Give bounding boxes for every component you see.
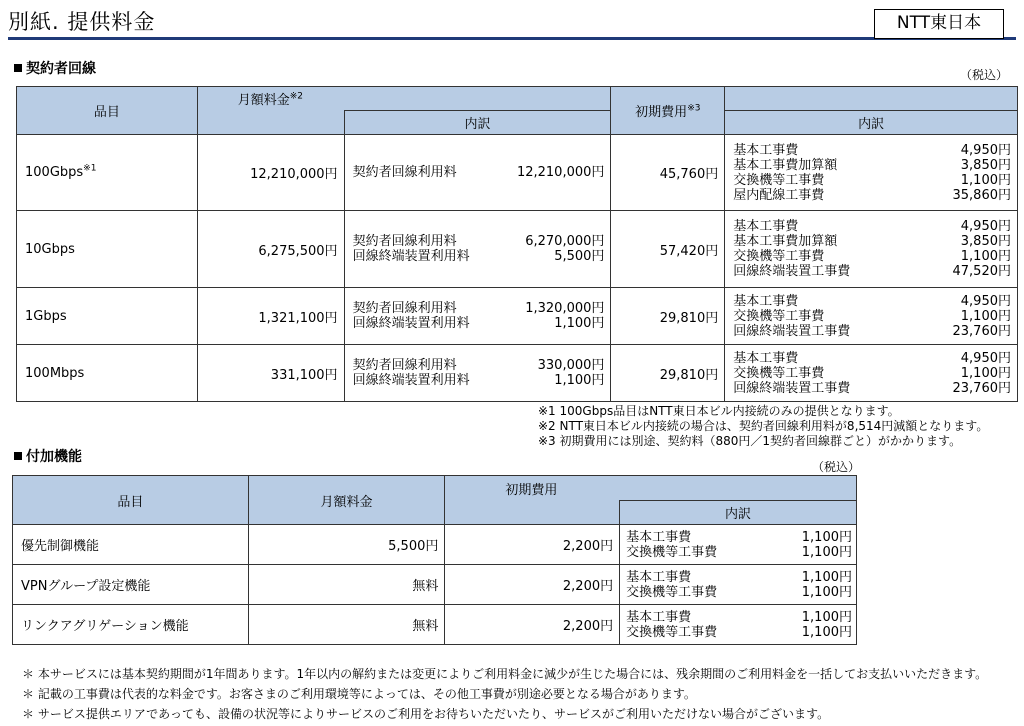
breakdown-amount: 4,950円 [960,350,1011,366]
breakdown-line [626,545,852,560]
item-name: 100Mbps [25,365,85,381]
square-bullet-icon [14,64,22,72]
col-item-header: 品目 [17,87,198,135]
breakdown-line [733,219,1011,234]
addon-item-cell: VPNグループ設定機能 [13,565,249,605]
breakdown-amount: 23,760円 [952,380,1011,396]
bottom-note: ＊ サービス提供エリアであっても、設備の状況等によりサービスのご利用をお待ちいただいたり、サービスがご利用いただけない場合がございます。 [22,707,830,721]
breakdown-line [733,173,1011,188]
monthly-cell: 6,275,500円 [197,211,344,288]
addon-col-item-header: 品目 [13,476,249,525]
breakdown-amount: 1,100円 [801,609,852,625]
breakdown-name: 交換機等工事費 [626,624,718,640]
table-row [17,345,1018,402]
addon-item-cell: リンクアグリゲーション機能 [13,605,249,645]
breakdown-name: 基本工事費 [733,293,799,309]
item-name: 100Gbps [25,165,84,180]
breakdown-line [353,316,605,331]
breakdown-amount: 1,100円 [801,584,852,600]
initial-breakdown-cell [725,288,1018,345]
addon-monthly-cell: 5,500円 [248,525,445,565]
col-initial-header: 初期費用$^{※3}$ [611,87,725,135]
breakdown-cell [344,288,611,345]
table-row [17,288,1018,345]
breakdown-name: 屋内配線工事費 [733,187,825,203]
breakdown-name: 交換機等工事費 [733,249,825,264]
breakdown-amount: 23,760円 [952,323,1011,339]
table-row [17,135,1018,211]
item-cell [17,135,198,211]
brand-box: NTT東日本 [874,9,1004,39]
breakdown-line [733,249,1011,264]
bottom-note: ＊ 記載の工事費は代表的な料金です。お客さまのご利用環境等によっては、その他工事費が別途必要となる場合があります。 [22,687,696,701]
breakdown-line [733,264,1011,279]
breakdown-amount: 1,100円 [960,249,1011,264]
breakdown-name: 契約者回線利用料 [352,165,457,180]
initial-cell: 29,810円 [611,345,725,402]
addon-initial-cell: 2,200円 [445,565,620,605]
addon-initial-cell: 2,200円 [445,525,620,565]
breakdown-line [733,143,1011,158]
breakdown-amount: 1,100円 [801,569,852,585]
breakdown-line [626,530,852,545]
breakdown-name: 交換機等工事費 [733,365,825,381]
breakdown-name: 基本工事費 [733,350,799,366]
breakdown-name: 基本工事費 [626,609,692,625]
square-bullet-icon [14,452,22,460]
footnote: ※1 100Gbps品目はNTT東日本ビル内接続のみの提供となります。 [538,404,900,418]
breakdown-line [733,366,1011,381]
breakdown-name: 回線終端装置工事費 [733,380,851,396]
breakdown-name: 交換機等工事費 [626,584,718,600]
breakdown-line [626,610,852,625]
breakdown-amount: 1,100円 [801,624,852,640]
table-row [17,211,1018,288]
breakdown-line [353,234,605,249]
initial-breakdown-cell [725,211,1018,288]
breakdown-line [733,351,1011,366]
monthly-cell: 1,321,100円 [197,288,344,345]
breakdown-amount: 4,950円 [960,142,1011,158]
breakdown-name: 契約者回線利用料 [352,301,457,316]
breakdown-amount: 1,320,000円 [525,301,605,316]
breakdown-name: 基本工事費加算額 [733,234,838,249]
addon-monthly-cell: 無料 [248,605,445,645]
breakdown-name: 契約者回線利用料 [352,234,457,249]
breakdown-line [353,165,605,180]
table-row [13,525,857,565]
breakdown-amount: 4,950円 [960,293,1011,309]
breakdown-name: 回線終端装置工事費 [733,323,851,339]
addon-tax-note: （税込） [812,460,861,474]
breakdown-name: 契約者回線利用料 [352,358,457,373]
breakdown-amount: 3,850円 [960,157,1011,173]
breakdown-name: 回線終端装置工事費 [733,264,851,279]
breakdown-line [733,158,1011,173]
breakdown-amount: 4,950円 [960,219,1011,234]
col-monthly-header: 月額料金$^{※2}$ [197,87,611,111]
footnote: ※2 NTT東日本ビル内接続の場合は、契約者回線利用料が8,514円減額となります。 [538,419,989,433]
breakdown-cell [344,135,611,211]
breakdown-line [626,570,852,585]
col-monthly-blank [197,111,344,135]
addon-item-cell: 優先制御機能 [13,525,249,565]
contract-table [16,86,1018,402]
breakdown-cell [344,345,611,402]
initial-cell: 29,810円 [611,288,725,345]
breakdown-amount: 6,270,000円 [525,234,605,249]
breakdown-cell [344,211,611,288]
addon-col-breakdown-header: 内訳 [620,501,857,525]
contract-section-heading: 契約者回線 [14,58,96,78]
item-footnote-mark: ※1 [83,163,97,174]
breakdown-amount: 12,210,000円 [516,165,605,180]
table-row [13,565,857,605]
monthly-cell: 331,100円 [197,345,344,402]
breakdown-amount: 1,100円 [960,308,1011,324]
breakdown-line [733,324,1011,339]
breakdown-name: 基本工事費 [626,569,692,585]
breakdown-name: 基本工事費 [626,529,692,545]
breakdown-line [353,301,605,316]
breakdown-amount: 1,100円 [801,544,852,560]
breakdown-name: 回線終端装置利用料 [352,316,470,331]
breakdown-line [733,234,1011,249]
addon-initial-breakdown-cell [620,525,857,565]
breakdown-line [626,625,852,640]
addon-col-initial-blank [445,501,620,525]
breakdown-line [353,249,605,264]
breakdown-line [353,373,605,388]
initial-cell: 57,420円 [611,211,725,288]
breakdown-name: 交換機等工事費 [626,544,718,560]
breakdown-line [353,358,605,373]
addon-col-monthly-header: 月額料金 [248,476,445,525]
contract-tax-note: （税込） [960,68,1009,82]
breakdown-amount: 1,100円 [554,316,605,331]
page-title: 別紙. 提供料金 [8,10,156,34]
addon-initial-cell: 2,200円 [445,605,620,645]
monthly-cell: 12,210,000円 [197,135,344,211]
bottom-note: ＊ 本サービスには基本契約期間が1年間あります。1年以内の解約または変更によりご利用料金に減少が生じた場合には、残余期間のご利用料金を一括してお支払いいただきます。 [22,667,988,681]
breakdown-amount: 330,000円 [537,358,605,373]
breakdown-amount: 35,860円 [952,187,1011,203]
item-cell [17,345,198,402]
item-cell [17,211,198,288]
breakdown-amount: 47,520円 [952,264,1011,279]
breakdown-line [733,188,1011,203]
col-breakdown-header: 内訳 [344,111,611,135]
initial-cell: 45,760円 [611,135,725,211]
bottom-notes [22,664,987,724]
breakdown-line [733,381,1011,396]
col-initial-blank [725,87,1018,111]
addon-col-initial-header: 初期費用 [445,476,857,501]
addon-initial-breakdown-cell [620,605,857,645]
breakdown-line [626,585,852,600]
breakdown-amount: 1,100円 [554,373,605,388]
breakdown-name: 交換機等工事費 [733,172,825,188]
breakdown-name: 交換機等工事費 [733,308,825,324]
table-row [13,605,857,645]
contract-footnotes [538,404,988,449]
title-rule [8,37,1016,40]
breakdown-amount: 1,100円 [960,172,1011,188]
breakdown-line [733,309,1011,324]
footnote: ※3 初期費用には別途、契約料（880円／1契約者回線群ごと）がかかります。 [538,434,962,448]
breakdown-name: 回線終端装置利用料 [352,373,470,388]
initial-breakdown-cell [725,345,1018,402]
breakdown-amount: 1,100円 [960,365,1011,381]
breakdown-amount: 3,850円 [960,234,1011,249]
breakdown-name: 基本工事費加算額 [733,157,838,173]
addon-monthly-cell: 無料 [248,565,445,605]
item-name: 1Gbps [25,308,67,324]
item-name: 10Gbps [25,241,75,257]
initial-breakdown-cell [725,135,1018,211]
breakdown-name: 基本工事費 [733,219,799,234]
breakdown-line [733,294,1011,309]
breakdown-amount: 1,100円 [801,529,852,545]
addon-initial-breakdown-cell [620,565,857,605]
item-cell [17,288,198,345]
addon-table [12,475,857,645]
breakdown-amount: 5,500円 [554,249,605,264]
breakdown-name: 基本工事費 [733,142,799,158]
addon-section-heading: 付加機能 [14,446,82,466]
breakdown-name: 回線終端装置利用料 [352,249,470,264]
col-initial-breakdown-header: 内訳 [725,111,1018,135]
